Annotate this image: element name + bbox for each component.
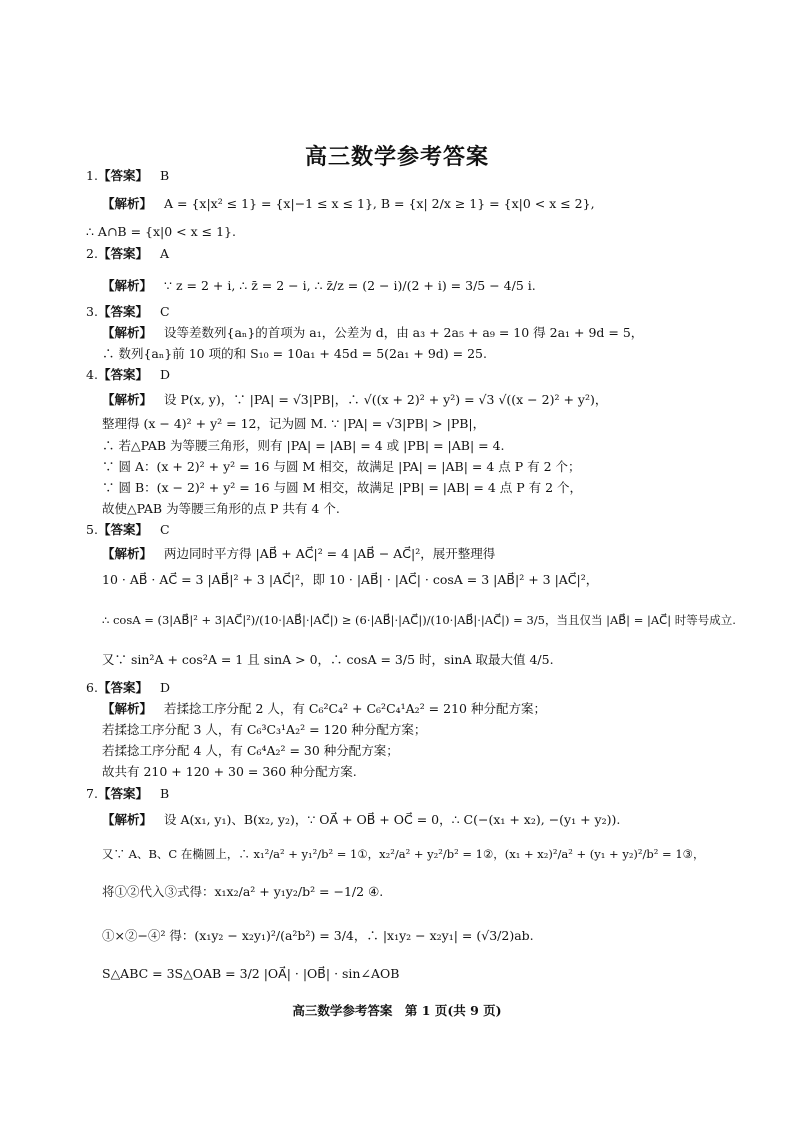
q5-answer (86, 522, 170, 538)
q4-analysis (102, 392, 607, 408)
q5-analysis (102, 546, 495, 562)
analysis-tag: 【解析】 (102, 701, 153, 716)
q7-number: 7. (86, 786, 98, 801)
analysis-text: 两边同时平方得 |AB⃗ + AC⃗|² = 4 |AB⃗ − AC⃗|²，展开整理得 (164, 546, 496, 561)
q6-answer (86, 680, 170, 696)
answer-value: D (159, 680, 170, 695)
analysis-tag: 【解析】 (102, 546, 153, 561)
answer-value: B (159, 786, 170, 801)
analysis-tag: 【解析】 (102, 325, 153, 340)
answer-tag: 【答案】 (97, 367, 148, 382)
q4-number: 4. (86, 367, 98, 382)
q6-number: 6. (86, 680, 98, 695)
q6-analysis (102, 701, 546, 717)
q6-line: 故共有 210 + 120 + 30 = 360 种分配方案. (102, 764, 357, 779)
q4-line: 故使△PAB 为等腰三角形的点 P 共有 4 个. (102, 501, 340, 516)
q2-answer (86, 246, 169, 262)
q1-number: 1. (86, 168, 98, 183)
analysis-text: 设等差数列{aₙ}的首项为 a₁，公差为 d，由 a₃ + 2a₅ + a₉ = 10 得 2a₁ + 9d = 5， (164, 325, 644, 340)
answer-tag: 【答案】 (97, 522, 148, 537)
answer-tag: 【答案】 (97, 246, 148, 261)
analysis-text: A = {x|x² ≤ 1} = {x|−1 ≤ x ≤ 1}, B = {x| 2/x ≥ 1} = {x|0 < x ≤ 2}, (164, 196, 595, 211)
q1-answer (86, 168, 169, 184)
q1-analysis (102, 196, 595, 212)
q3-analysis (102, 325, 643, 341)
analysis-tag: 【解析】 (102, 196, 153, 211)
q4-line: ∵ 圆 B：(x − 2)² + y² = 16 与圆 M 相交，故满足 |PB| = |AB| = 4 点 P 有 2 个， (102, 480, 583, 495)
analysis-text: ∵ z = 2 + i, ∴ z̄ = 2 − i, ∴ z̄/z = (2 − i)/(2 + i) = 3/5 − 4/5 i. (164, 278, 536, 293)
answer-value: B (159, 168, 170, 183)
q7-analysis (102, 812, 620, 828)
analysis-text: 设 P(x, y)，∵ |PA| = √3|PB|，∴ √((x + 2)² + y²) = √3 √((x − 2)² + y²)， (164, 392, 608, 407)
answer-value: C (159, 522, 170, 537)
q4-line: 整理得 (x − 4)² + y² = 12，记为圆 M. ∵ |PA| = √3|PB| > |PB|， (102, 416, 486, 431)
q4-answer (86, 367, 170, 383)
analysis-text: 若揉捻工序分配 2 人，有 C₆²C₄² + C₆²C₄¹A₂² = 210 种分配方案； (164, 701, 546, 716)
answer-tag: 【答案】 (97, 304, 148, 319)
answer-value: A (159, 246, 169, 261)
analysis-tag: 【解析】 (102, 278, 153, 293)
analysis-tag: 【解析】 (102, 812, 153, 827)
q5-line: 10 · AB⃗ · AC⃗ = 3 |AB⃗|² + 3 |AC⃗|²，即 10 · |AB⃗| · |AC⃗| · cosA = 3 |AB⃗|² + 3 |AC⃗|²， (102, 572, 599, 587)
answer-tag: 【答案】 (97, 168, 148, 183)
q7-line: 将①②代入③式得：x₁x₂/a² + y₁y₂/b² = −1/2 ④. (102, 884, 384, 899)
q2-analysis (102, 278, 536, 294)
q3-line: ∴ 数列{aₙ}前 10 项的和 S₁₀ = 10a₁ + 45d = 5(2a₁ + 9d) = 25. (102, 346, 487, 361)
answer-value: C (159, 304, 170, 319)
q5-line: ∴ cosA = (3|AB⃗|² + 3|AC⃗|²)/(10·|AB⃗|·|AC⃗|) ≥ (6·|AB⃗|·|AC⃗|)/(10·|AB⃗|·|AC⃗|) = 3/5，当且仅当 |AB⃗| = |AC⃗| 时等号成立. (102, 613, 736, 627)
answer-tag: 【答案】 (97, 786, 148, 801)
q2-number: 2. (86, 246, 98, 261)
q7-answer (86, 786, 169, 802)
q6-line: 若揉捻工序分配 4 人，有 C₆⁴A₂² = 30 种分配方案； (102, 743, 399, 758)
q7-line: S△ABC = 3S△OAB = 3/2 |OA⃗| · |OB⃗| · sin∠AOB (102, 966, 400, 981)
q4-line: ∴ 若△PAB 为等腰三角形，则有 |PA| = |AB| = 4 或 |PB| = |AB| = 4. (102, 438, 505, 453)
analysis-tag: 【解析】 (102, 392, 153, 407)
answer-tag: 【答案】 (97, 680, 148, 695)
q5-line: 又∵ sin²A + cos²A = 1 且 sinA > 0，∴ cosA = 3/5 时，sinA 取最大值 4/5. (102, 652, 554, 667)
q6-line: 若揉捻工序分配 3 人，有 C₆³C₃¹A₂² = 120 种分配方案； (102, 722, 427, 737)
q7-line: 又∵ A、B、C 在椭圆上，∴ x₁²/a² + y₁²/b² = 1①，x₂²/a² + y₂²/b² = 1②，(x₁ + x₂)²/a² + (y₁ + y₂)²/b² = 1③， (102, 847, 705, 861)
q7-line: ①×②−④² 得：(x₁y₂ − x₂y₁)²/(a²b²) = 3/4，∴ |x₁y₂ − x₂y₁| = (√3/2)ab. (102, 928, 534, 943)
q3-answer (86, 304, 170, 320)
page-title: 高三数学参考答案 (304, 144, 489, 170)
answer-value: D (159, 367, 170, 382)
q5-number: 5. (86, 522, 98, 537)
q4-line: ∵ 圆 A：(x + 2)² + y² = 16 与圆 M 相交，故满足 |PA| = |AB| = 4 点 P 有 2 个； (102, 459, 581, 474)
q3-number: 3. (86, 304, 98, 319)
analysis-text: 设 A(x₁, y₁)、B(x₂, y₂)，∵ OA⃗ + OB⃗ + OC⃗ = 0，∴ C(−(x₁ + x₂), −(y₁ + y₂)). (164, 812, 621, 827)
page-footer: 高三数学参考答案 第 1 页(共 9 页) (292, 1003, 502, 1018)
q1-line: ∴ A∩B = {x|0 < x ≤ 1}. (86, 224, 236, 239)
